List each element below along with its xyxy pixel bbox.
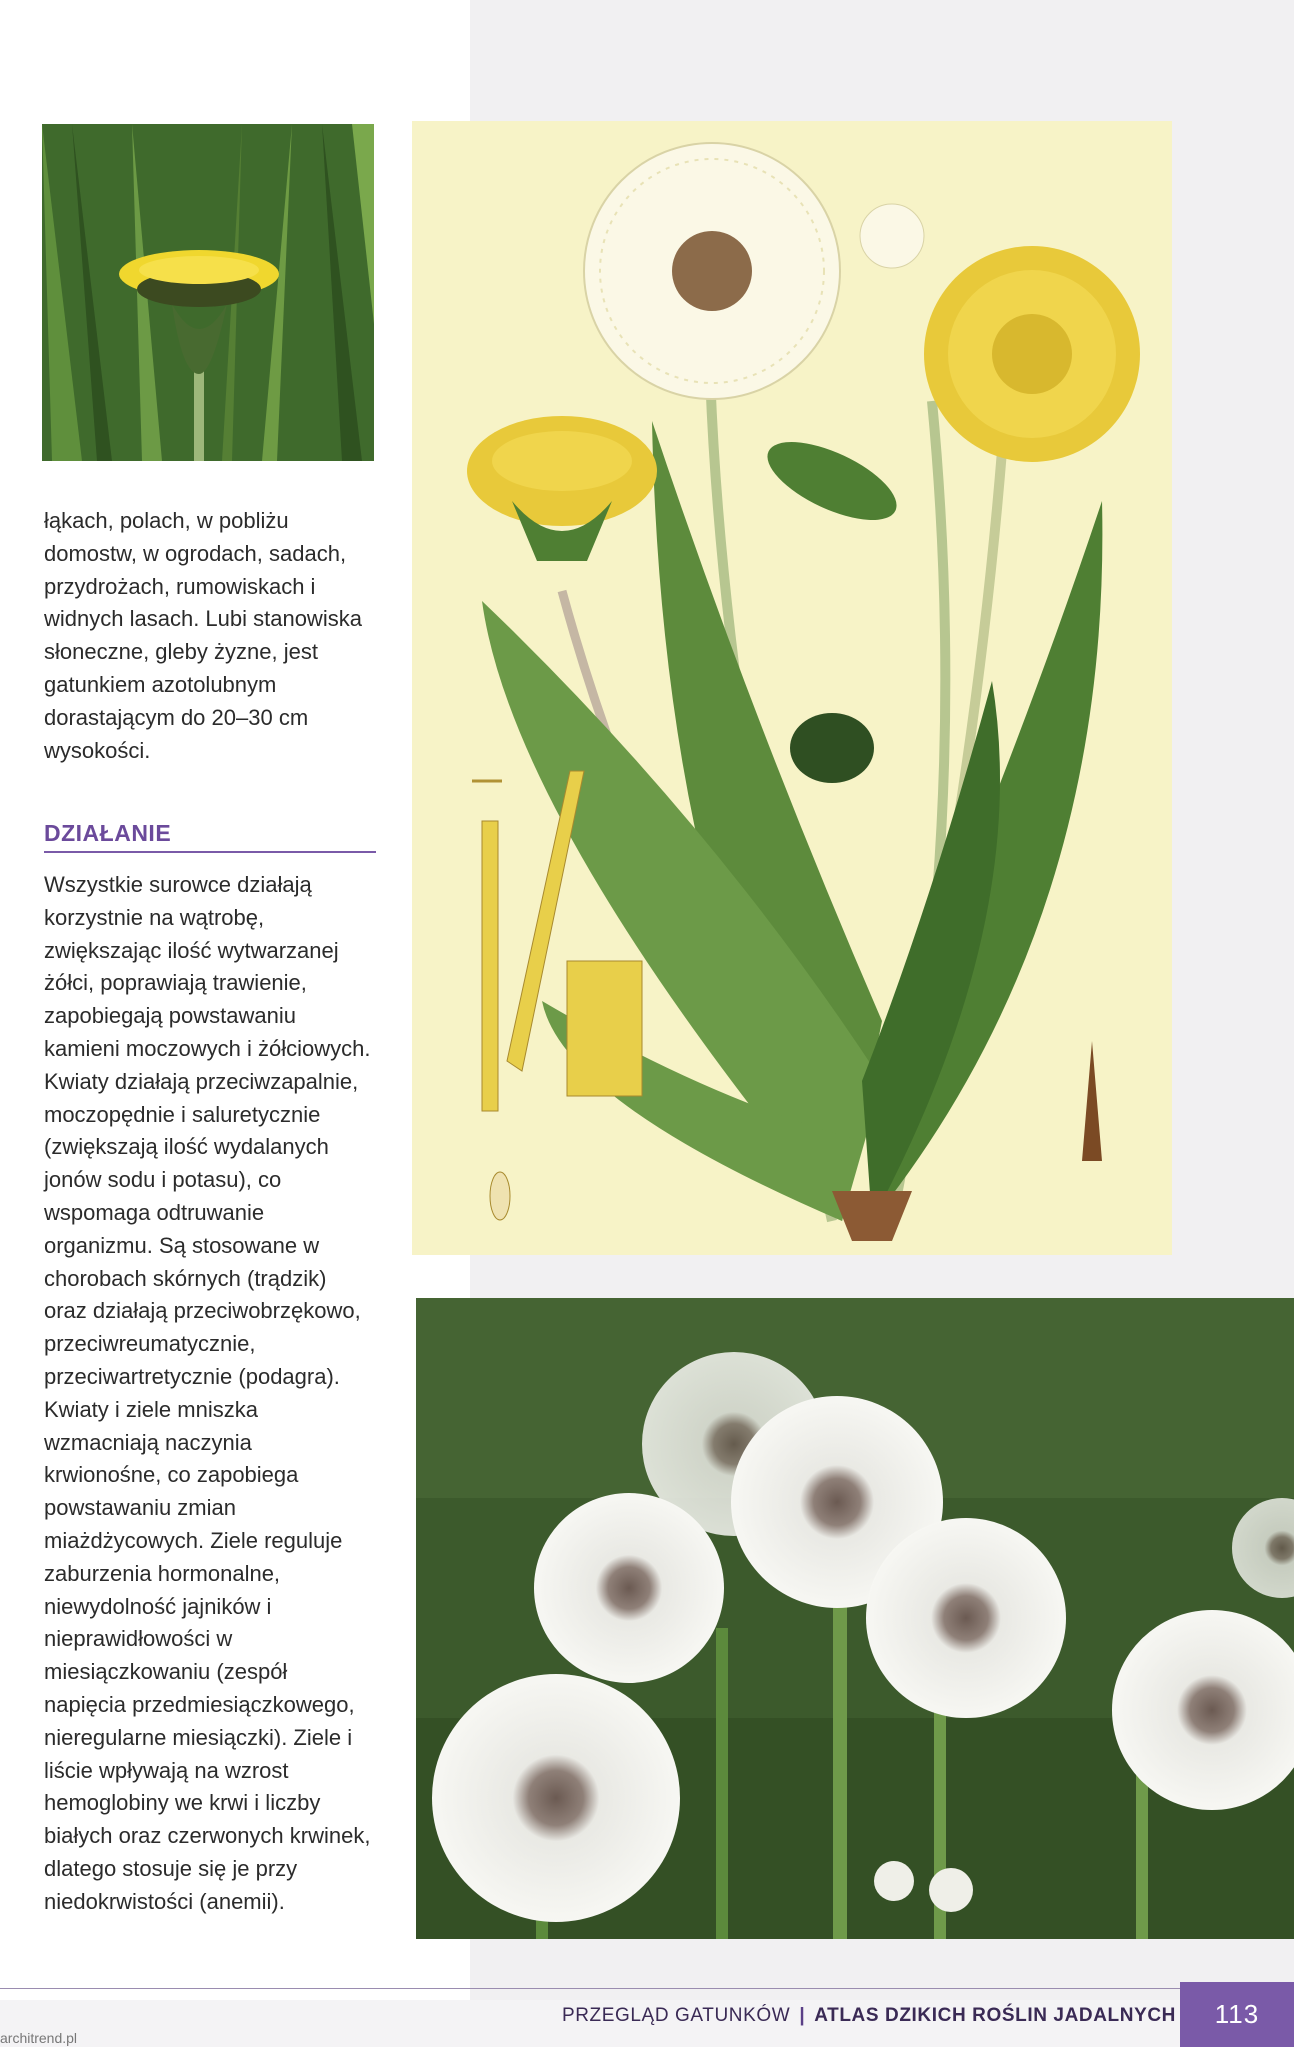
footer-separator: | [799,2005,806,2026]
habitat-paragraph: łąkach, polach, w pobliżu domostw, w ogrodach, sadach, przydrożach, rumowiskach i widnych lasach. Lubi stanowiska słoneczne, gleby żyzne, jest gatunkiem azotolubnym dorastającym do 20–30 cm wysokości. [44,508,362,763]
footer [562,1996,1176,2036]
page-number: 113 [1180,1982,1294,2047]
dandelion-seed-heads-photo [416,1298,1294,1939]
watermark: architrend.pl [0,2030,78,2046]
section-heading: DZIAŁANIE [44,820,376,853]
footer-section-title: PRZEGLĄD GATUNKÓW [561,2005,791,2026]
dandelion-flower-photo [42,124,374,461]
dandelion-botanical-illustration [412,121,1172,1255]
footer-divider [0,1988,1180,1989]
footer-book-title: ATLAS DZIKICH ROŚLIN JADALNYCH [814,2005,1176,2026]
action-paragraph: Wszystkie surowce działają korzystnie na wątrobę, zwiększając ilość wytwarzanej żółci, poprawiają trawienie, zapobiegają powstawaniu kamieni moczowych i żółciowych. Kwiaty działają przeciwzapalnie, moczopędnie i saluretycznie (zwiększają ilość wydalanych jonów sodu i potasu), co wspomaga odtruwanie organizmu. Są stosowane w chorobach skórnych (trądzik) oraz działają przeciwobrzękowo, przeciwreumatycznie, przeciwartretycznie (podagra). Kwiaty i ziele mniszka wzmacniają naczynia krwionośne, co zapobiega powstawaniu zmian miażdżycowych. Ziele reguluje zaburzenia hormonalne, niewydolność jajników i nieprawidłowości w miesiączkowaniu (zespół napięcia przedmiesiączkowego, nieregularne miesiączki). Ziele i liście wpływają na wzrost hemoglobiny we krwi i liczby białych oraz czerwonych krwinek, dlatego stosuje się je przy niedokrwistości (anemii). [44,872,371,1914]
